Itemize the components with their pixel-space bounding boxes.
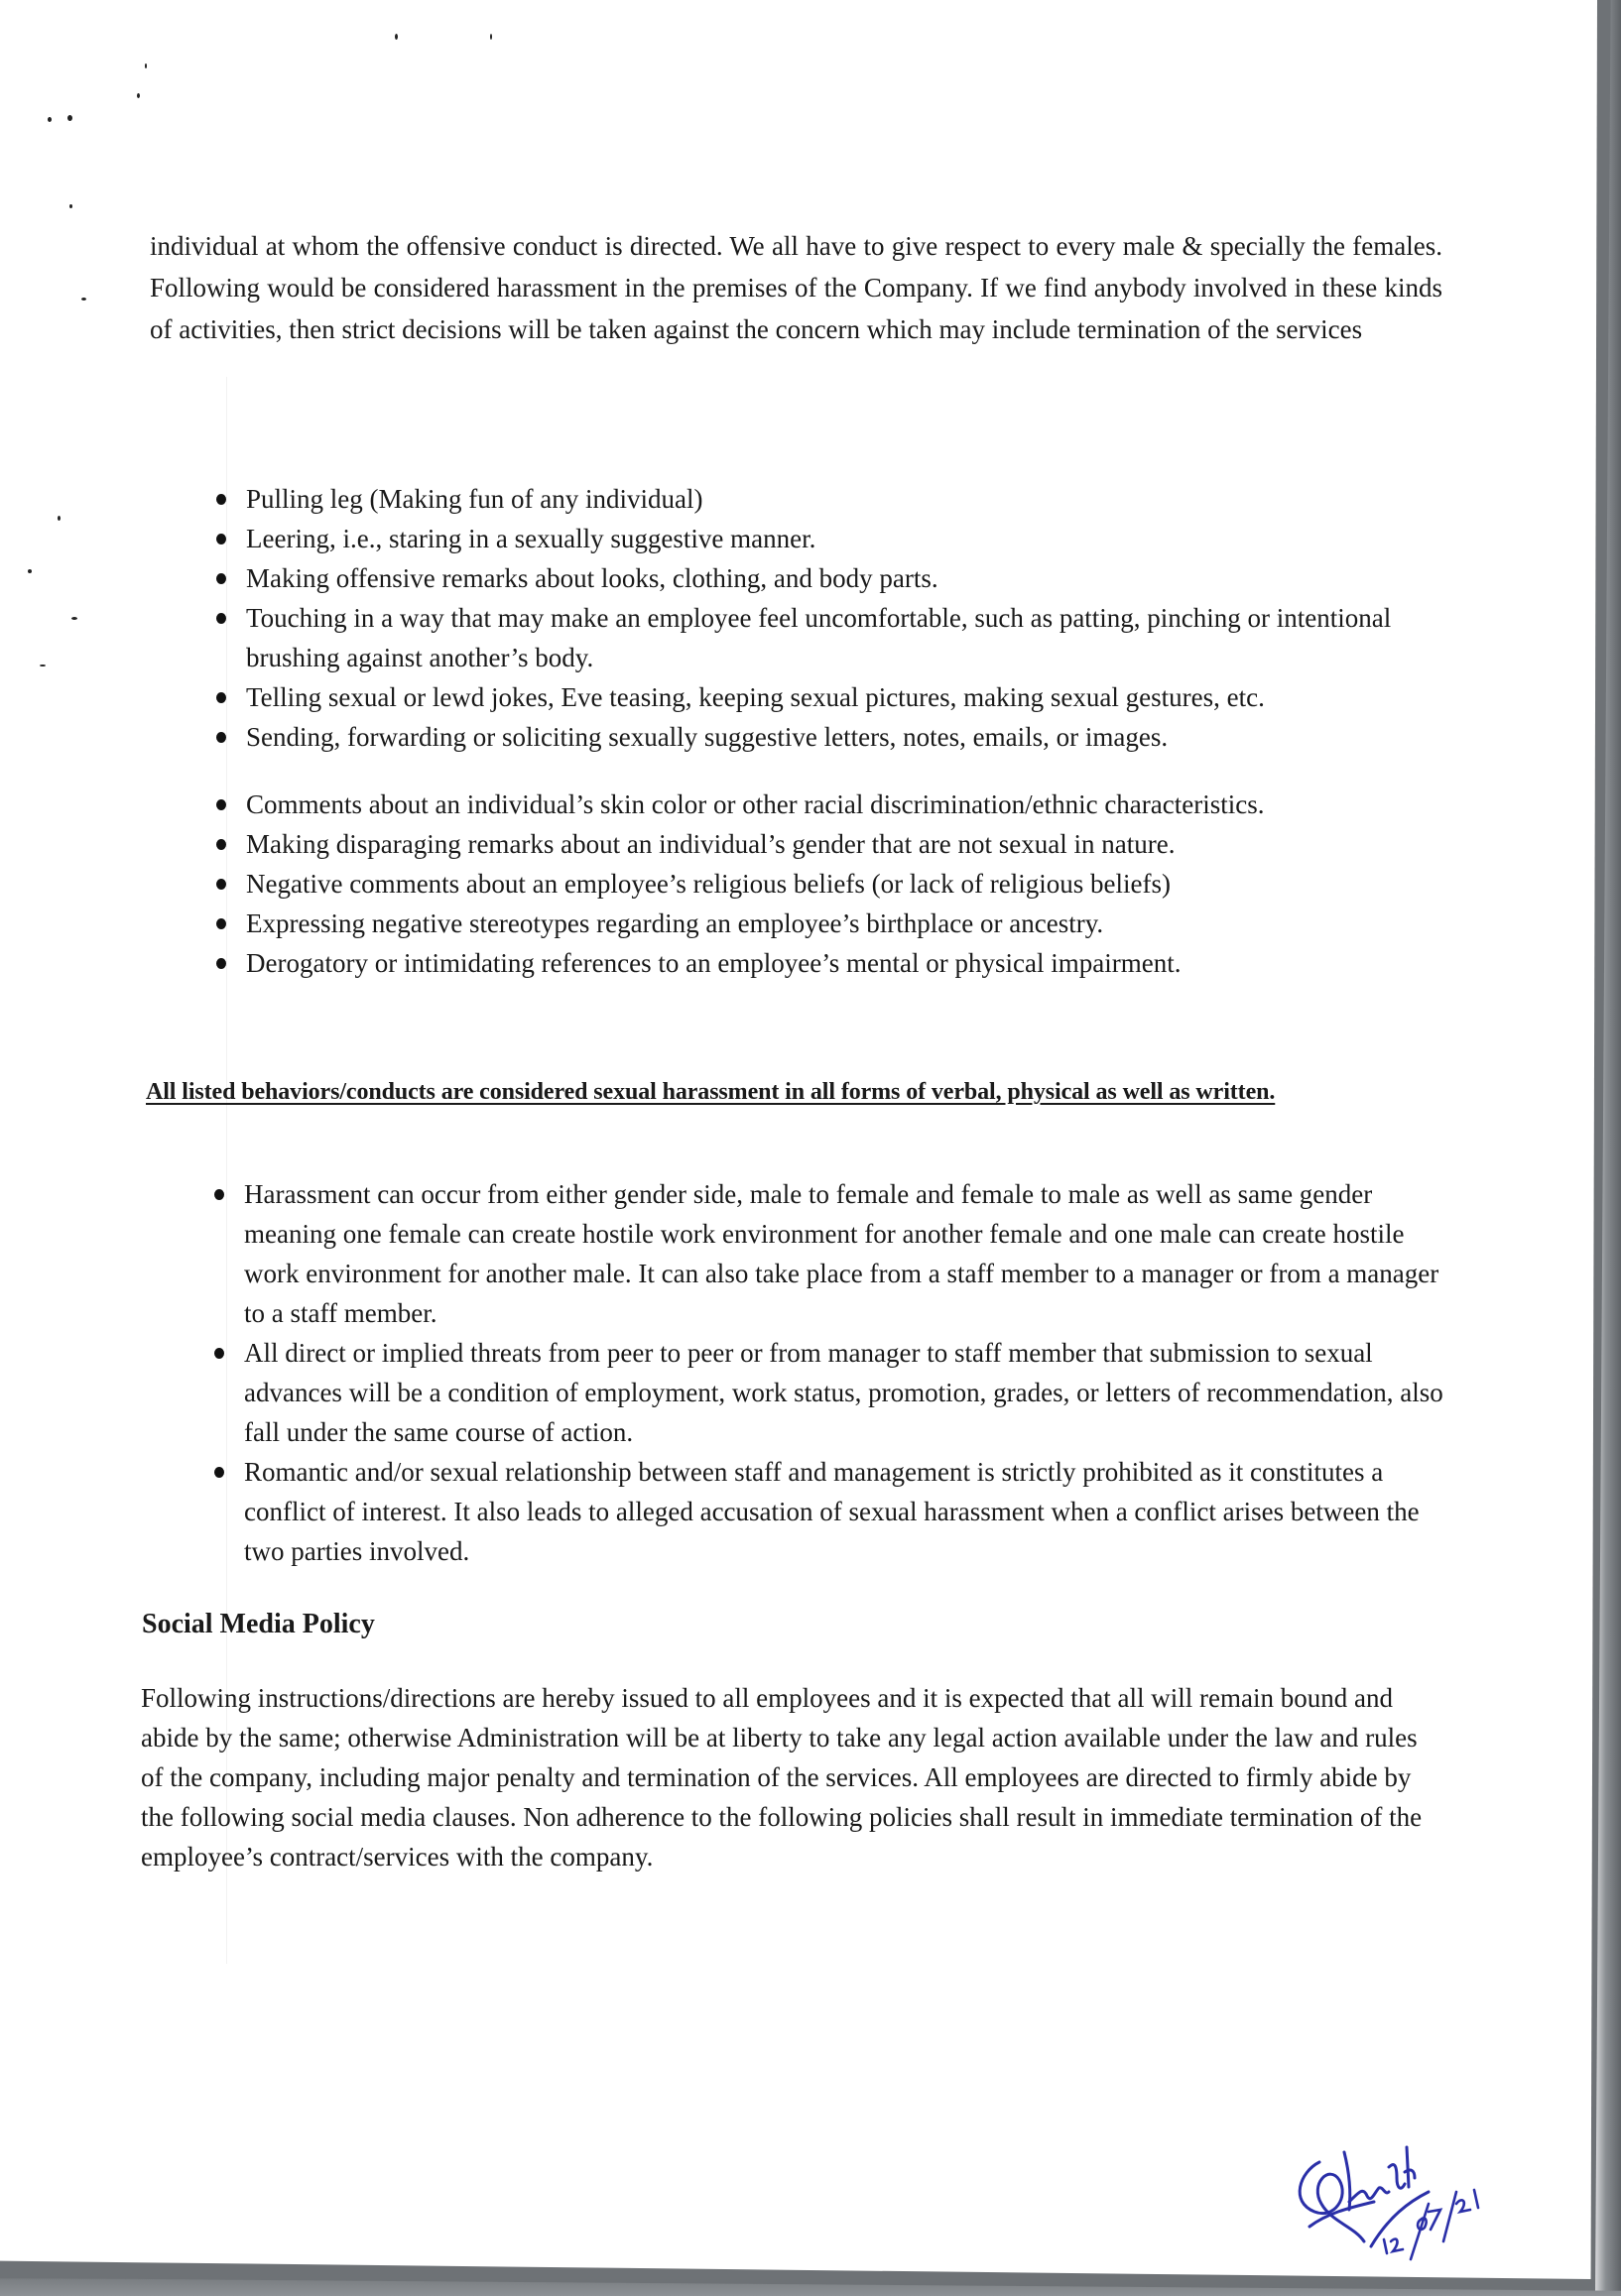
list-item: Negative comments about an employee’s religious beliefs (or lack of religious beliefs) (198, 864, 1448, 904)
list-item: All direct or implied threats from peer to peer or from manager to staff member that submission to sexual advances will be a condition of employment, work status, promotion, grades, or letters of recommendation, also fall under the same course of action. (196, 1333, 1448, 1452)
scanner-edge-right (1595, 0, 1621, 2296)
harassment-notice: All listed behaviors/conducts are considered sexual harassment in all forms of verbal, physical as well as written. (146, 1079, 1276, 1105)
bullet-icon (216, 958, 226, 969)
scan-speck (67, 115, 72, 121)
bullet-icon (216, 839, 226, 850)
scan-speck (145, 63, 147, 68)
bullet-icon (216, 494, 226, 505)
list-item: Telling sexual or lewd jokes, Eve teasing, keeping sexual pictures, making sexual gestures, etc. (198, 677, 1448, 717)
bullet-icon (216, 799, 226, 810)
bullet-icon (216, 534, 226, 544)
scan-speck (81, 298, 86, 301)
bullet-icon (216, 918, 226, 929)
scan-speck (395, 34, 398, 40)
list-item: Leering, i.e., staring in a sexually suggestive manner. (198, 519, 1448, 558)
list-item: Comments about an individual’s skin color or other racial discrimination/ethnic characteristics. (198, 785, 1448, 824)
bullet-icon (216, 613, 226, 624)
scan-speck (48, 117, 52, 122)
discrimination-behaviors-list (198, 785, 1448, 983)
scan-speck (40, 665, 46, 666)
list-item: Sending, forwarding or soliciting sexually suggestive letters, notes, emails, or images. (198, 717, 1448, 757)
scan-speck (69, 204, 72, 208)
bullet-icon (214, 1467, 224, 1478)
list-item: Touching in a way that may make an employee feel uncomfortable, such as patting, pinching or intentional brushing against another’s body. (198, 598, 1448, 677)
scan-speck (28, 569, 32, 573)
scan-speck (137, 93, 140, 98)
list-item: Derogatory or intimidating references to an employee’s mental or physical impairment. (198, 943, 1448, 983)
social-media-paragraph: Following instructions/directions are hereby issued to all employees and it is expected that all will remain bound and abide by the same; otherwise Administration will be at liberty to take any legal action available under the law and rules of the company, including major penalty and termination of the services. All employees are directed to firmly abide by the following social media clauses. Non adherence to the following policies shall result in immediate termination of the employee’s contract/services with the company. (141, 1683, 1423, 1872)
bullet-icon (216, 732, 226, 743)
bullet-icon (216, 879, 226, 890)
list-item: Romantic and/or sexual relationship between staff and management is strictly prohibited as it constitutes a conflict of interest. It also leads to alleged accusation of sexual harassment when a conflict arises between the two parties involved. (196, 1452, 1448, 1571)
handwritten-signature (1280, 2093, 1518, 2261)
list-item: Making offensive remarks about looks, clothing, and body parts. (198, 558, 1448, 598)
list-item: Expressing negative stereotypes regarding an employee’s birthplace or ancestry. (198, 904, 1448, 943)
list-item: Harassment can occur from either gender side, male to female and female to male as well as same gender meaning one female can create hostile work environment for another female and one male can create hostile work environment for another male. It can also take place from a staff member to a manager or from a manager to a staff member. (196, 1174, 1448, 1333)
bullet-icon (216, 573, 226, 584)
scan-speck (490, 34, 492, 40)
list-item: Making disparaging remarks about an individual’s gender that are not sexual in nature. (198, 824, 1448, 864)
signature-icon (1280, 2093, 1518, 2261)
section-heading-social-media: Social Media Policy (142, 1609, 375, 1639)
scan-speck (71, 617, 77, 620)
intro-paragraph: individual at whom the offensive conduct is directed. We all have to give respect to every male & specially the females. Following would be considered harassment in the premises of the Company. If we find anybody involved in these kinds of activities, then strict decisions will be taken against the concern which may include termination of the services (150, 231, 1442, 344)
bullet-icon (216, 692, 226, 703)
list-item: Pulling leg (Making fun of any individual) (198, 479, 1448, 519)
scan-speck (58, 516, 61, 521)
bullet-icon (214, 1189, 224, 1200)
harassment-behaviors-list (198, 479, 1448, 757)
harassment-points-list (196, 1174, 1448, 1571)
bullet-icon (214, 1348, 224, 1359)
